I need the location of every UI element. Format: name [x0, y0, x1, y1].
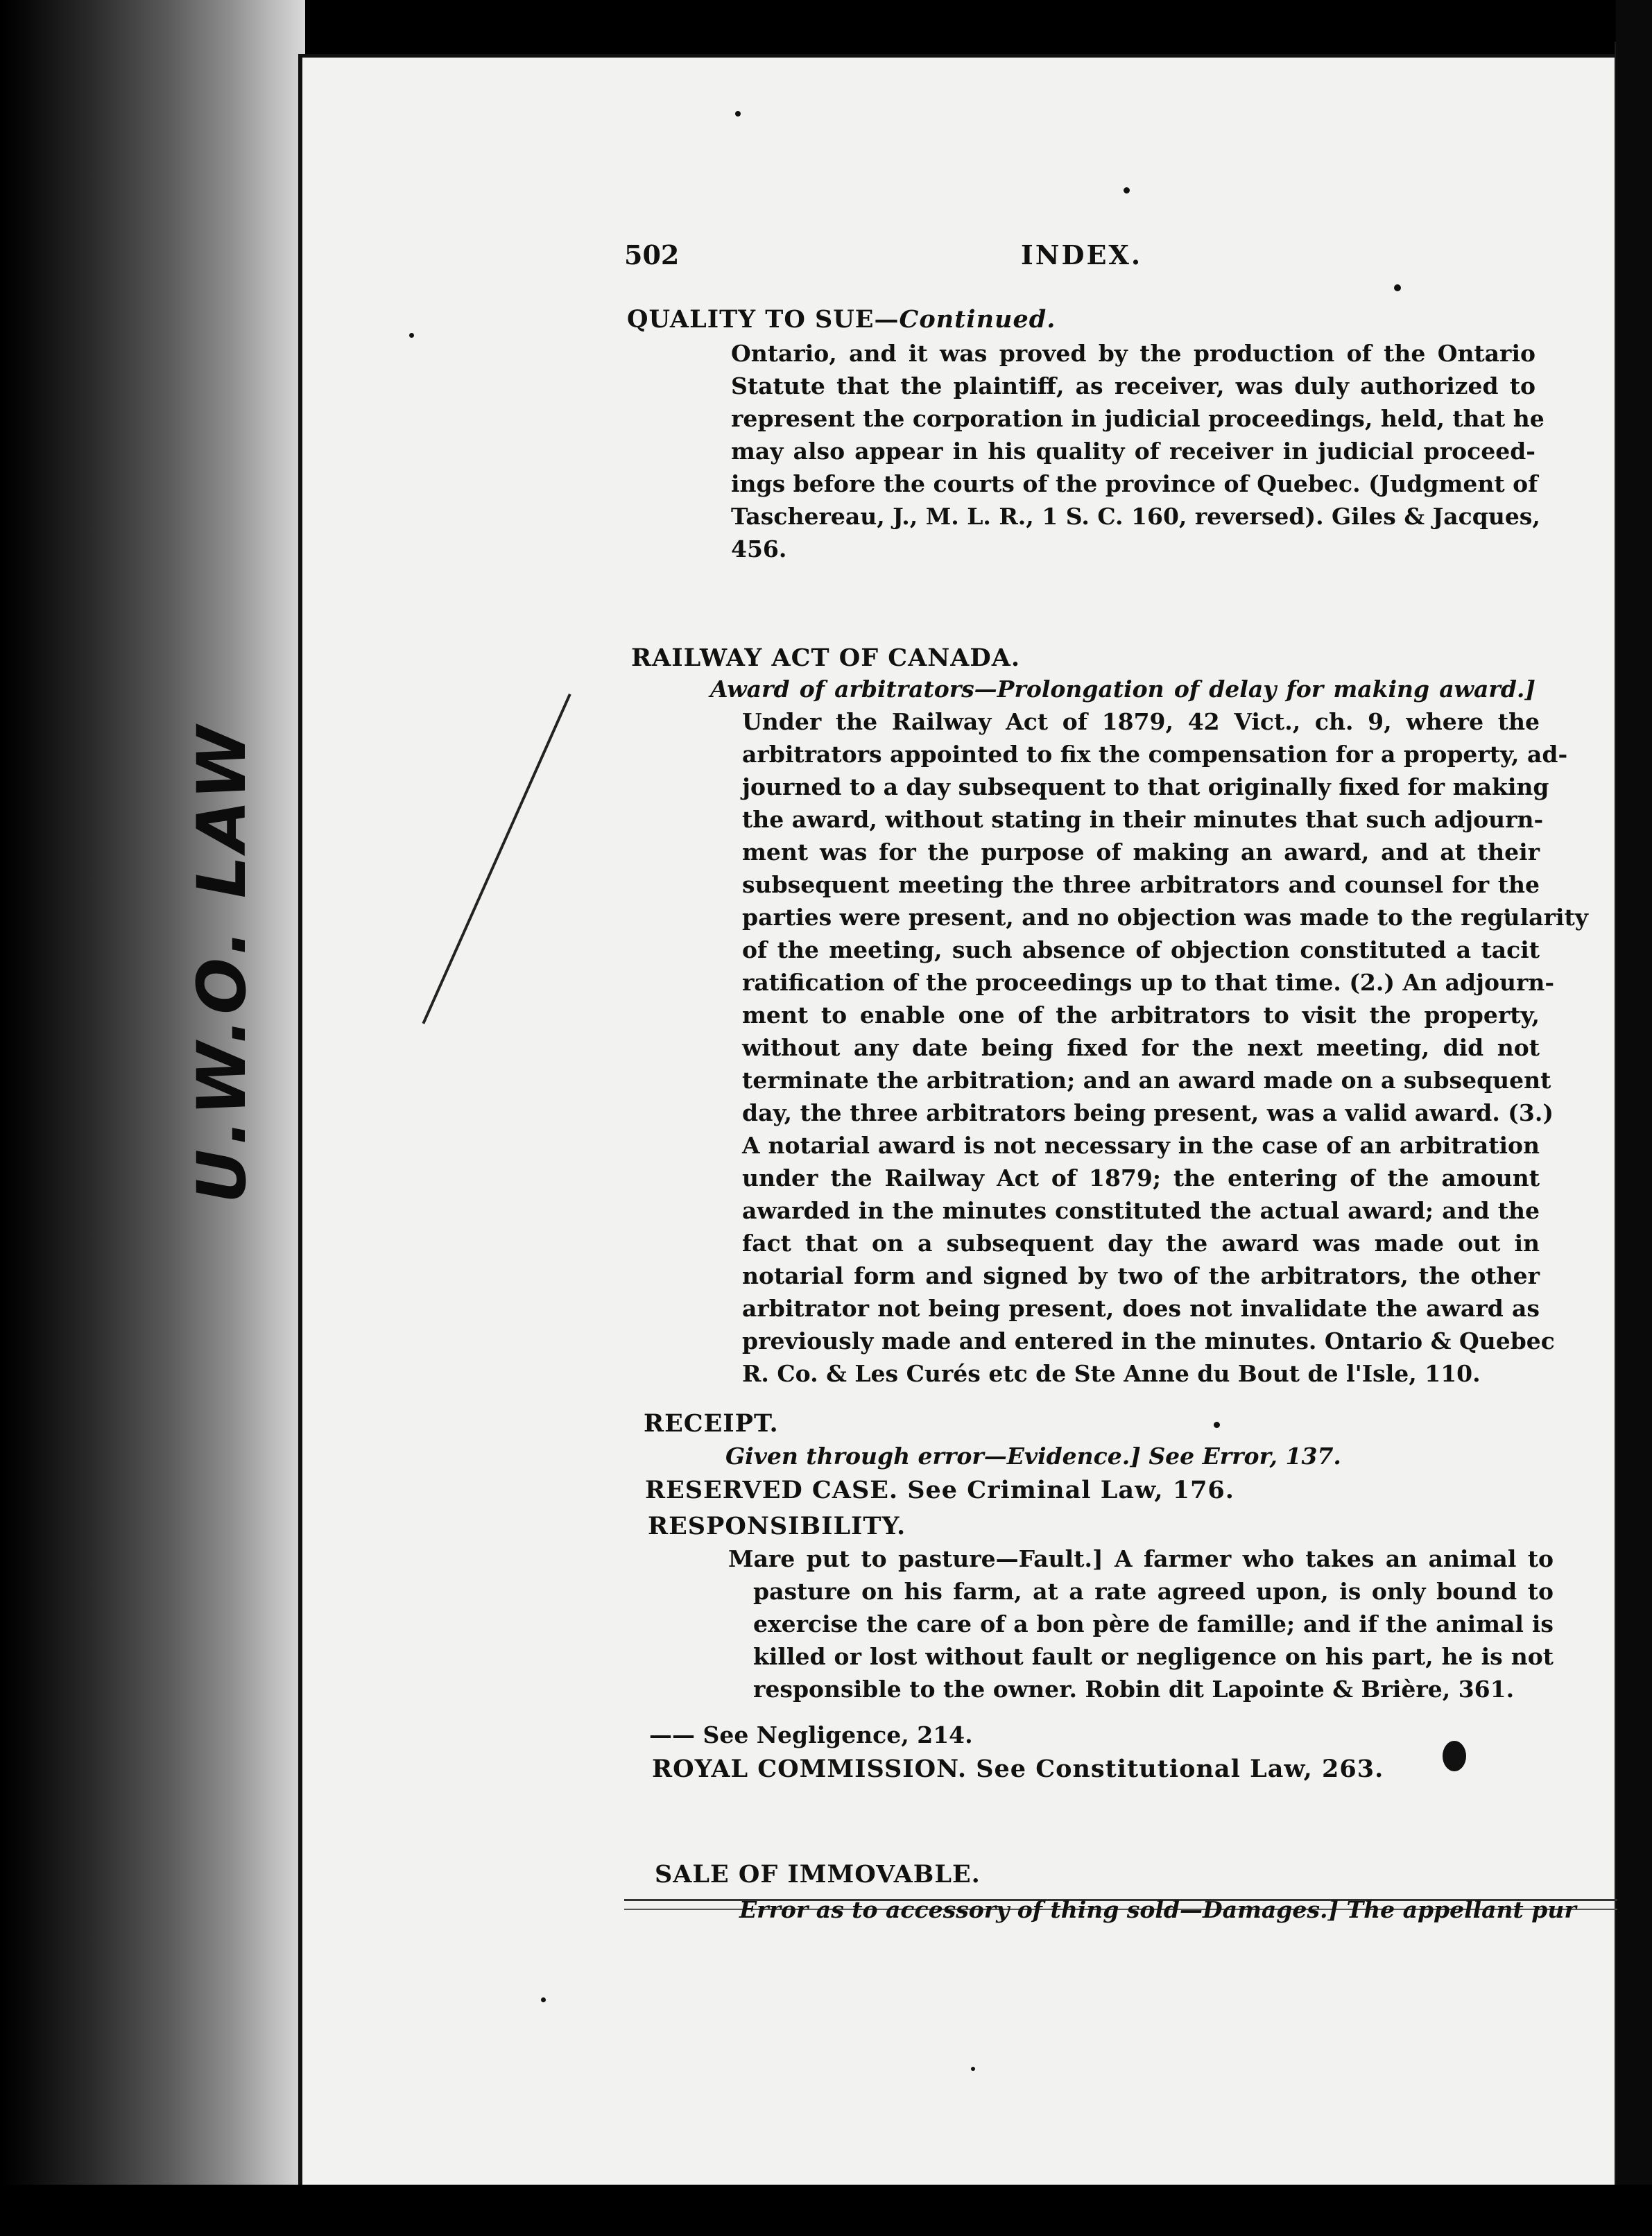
- text-line: Taschereau, J., M. L. R., 1 S. C. 160, reversed). Giles & Jacques,: [731, 503, 1540, 530]
- text-line: without any date being fixed for the next meeting, did not: [742, 1034, 1540, 1061]
- heading-text: QUALITY TO SUE—: [627, 305, 900, 334]
- subhead-railway: [710, 673, 1535, 705]
- text-line: the award, without stating in their minutes that such adjourn-: [742, 806, 1544, 833]
- text-line: responsible to the owner. Robin dit Lapointe & Brière, 361.: [753, 1676, 1515, 1703]
- entry-heading-quality: [627, 305, 1056, 334]
- text-line: subsequent meeting the three arbitrators and counsel for the: [742, 871, 1540, 898]
- text-line: Ontario, and it was proved by the production of the Ontario: [731, 340, 1535, 367]
- text-line: killed or lost without fault or negligence on his part, he is not: [753, 1643, 1554, 1670]
- text-line: R. Co. & Les Curés etc de Ste Anne du Bout de l'Isle, 110.: [742, 1360, 1481, 1387]
- text-line: arbitrators appointed to fix the compensation for a property, ad-: [742, 741, 1568, 768]
- text-line: Given through error—Evidence.] See Error, 137.: [725, 1443, 1341, 1470]
- text-line: Error as to accessory of thing sold—Damages.] The appellant pur: [739, 1896, 1576, 1923]
- text-line: ratification of the proceedings up to that time. (2.) An adjourn-: [742, 969, 1555, 996]
- scan-speck: [541, 1997, 546, 2002]
- text-line: terminate the arbitration; and an award made on a subsequent: [742, 1067, 1551, 1094]
- text-line: ings before the courts of the province of Quebec. (Judgment of: [731, 470, 1538, 497]
- sale-line: [739, 1893, 1576, 1926]
- text-line: Mare put to pasture—Fault.] A farmer who takes an animal to: [728, 1545, 1554, 1572]
- text-line: A notarial award is not necessary in the case of an arbitration: [742, 1132, 1540, 1159]
- heading-continued: Continued.: [899, 305, 1056, 334]
- text-line: ment was for the purpose of making an award, and at their: [742, 839, 1540, 866]
- text-line: exercise the care of a bon père de famille; and if the animal is: [753, 1610, 1554, 1637]
- text-line: day, the three arbitrators being present, was a valid award. (3.): [742, 1099, 1554, 1126]
- library-stamp: [153, 722, 291, 1203]
- text-line: Statute that the plaintiff, as receiver, was duly authorized to: [731, 372, 1535, 399]
- scan-speck: [1394, 284, 1401, 291]
- entry-heading-sale: SALE OF IMMOVABLE.: [655, 1860, 981, 1889]
- text-line: represent the corporation in judicial proceedings, held, that he: [731, 405, 1545, 432]
- text-line: journed to a day subsequent to that originally fixed for making: [742, 773, 1549, 800]
- text-line: 456.: [731, 535, 787, 562]
- see-also-negligence: [649, 1719, 1204, 1751]
- text-line: notarial form and signed by two of the arbitrators, the other: [742, 1262, 1540, 1289]
- scan-speck: [409, 333, 414, 338]
- text-line: ment to enable one of the arbitrators to visit the property,: [742, 1001, 1540, 1029]
- entry-heading-receipt: RECEIPT.: [644, 1409, 779, 1438]
- text-line: Award of arbitrators—Prolongation of delay for making award.]: [710, 676, 1535, 703]
- text-line: of the meeting, such absence of objection constituted a tacit: [742, 936, 1540, 963]
- paragraph-quality: [731, 337, 1545, 565]
- scan-speck: [1443, 1741, 1466, 1771]
- text-line: fact that on a subsequent day the award was made out in: [742, 1230, 1540, 1257]
- scan-speck: [735, 111, 741, 117]
- text-line: previously made and entered in the minutes. Ontario & Quebec: [742, 1327, 1555, 1354]
- entry-heading-railway: RAILWAY ACT OF CANADA.: [631, 644, 1021, 672]
- page-header: [624, 239, 1547, 281]
- text-line: —— See Negligence, 214.: [649, 1721, 973, 1748]
- page-number: 502: [624, 239, 680, 270]
- text-line: awarded in the minutes constituted the actual award; and the: [742, 1197, 1540, 1224]
- text-line: may also appear in his quality of receiver in judicial proceed-: [731, 438, 1535, 465]
- text-line: arbitrator not being present, does not invalidate the award as: [742, 1295, 1540, 1322]
- scan-speck: [1124, 187, 1130, 194]
- paragraph-railway: [742, 705, 1588, 1390]
- scan-speck: [1214, 1422, 1220, 1428]
- receipt-line: [725, 1440, 1419, 1472]
- entry-heading-reserved-case: RESERVED CASE. See Criminal Law, 176.: [645, 1476, 1234, 1504]
- running-head: INDEX.: [1021, 239, 1143, 270]
- entry-heading-responsibility: RESPONSIBILITY.: [648, 1512, 906, 1540]
- text-line: pasture on his farm, at a rate agreed upon, is only bound to: [753, 1578, 1554, 1605]
- bottom-dark-margin: [0, 2185, 1652, 2236]
- text-line: parties were present, and no objection was made to the regularity: [742, 904, 1588, 931]
- text-line: Under the Railway Act of 1879, 42 Vict., ch. 9, where the: [742, 708, 1540, 735]
- right-dark-margin: [1616, 0, 1652, 2236]
- library-stamp-text: U.W.O. LAW: [183, 722, 261, 1203]
- paragraph-responsibility: [728, 1542, 1554, 1705]
- text-line: under the Railway Act of 1879; the entering of the amount: [742, 1164, 1540, 1192]
- entry-heading-royal-commission: ROYAL COMMISSION. See Constitutional Law, 263.: [652, 1755, 1384, 1783]
- scan-speck: [971, 2067, 975, 2071]
